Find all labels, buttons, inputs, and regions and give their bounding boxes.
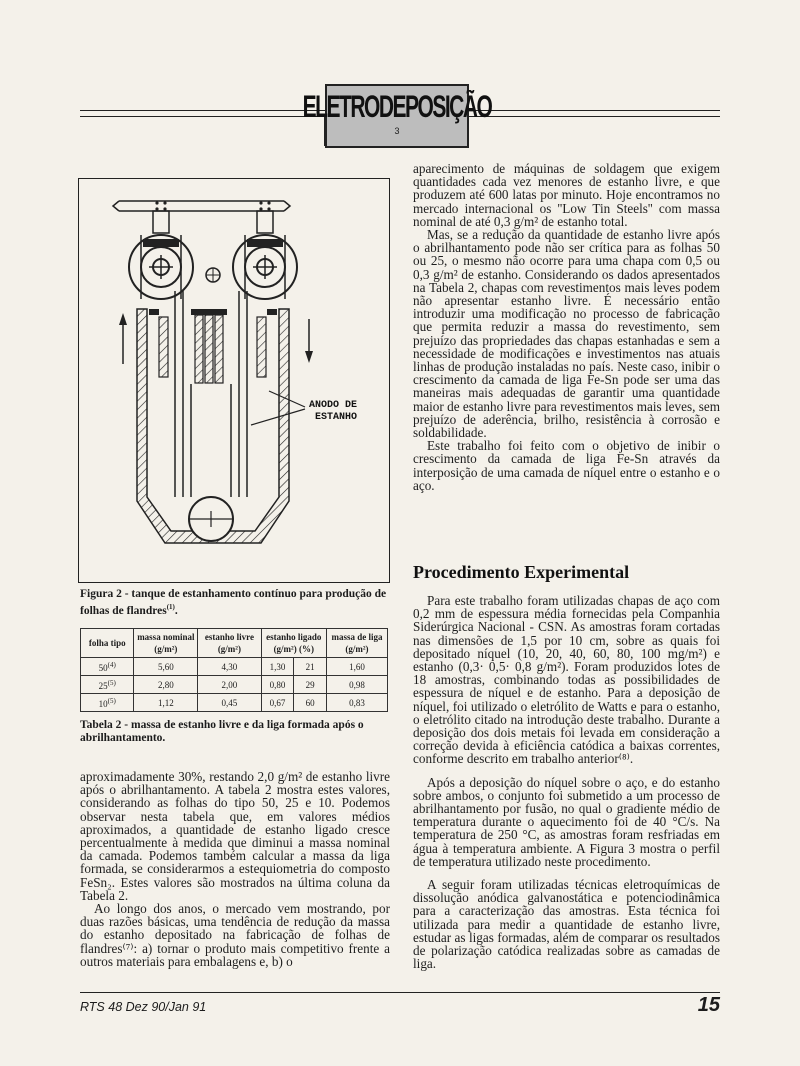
paragraph: Para este trabalho foram utilizadas chapas de aço com 0,2 mm de espessura média fornecidas pela Companhia Siderúrgica Nacional - CSN. As amostras foram cortadas nas dimensões de 1,5 por 10 cm, sobre as quais foi depositado níquel (10, 20, 40, 60, 80, 100 mg/m²) e estanho (0,3· 0,5· 0,8 g/m²). Foram produzidos lotes de 18 amostras, combinando todas as possibilidades de espessura de níquel e de estanho. Para a deposição de níquel, foi utilizado o eletrólito de Watts e para o estanho, o eletrólito citado na introdução deste trabalho. Durante a deposição dos dois metais foi levada em consideração a correção devida à eficiência catódica a baixas correntes, conforme descrito em trabalho anterior⁽⁸⁾. — [413, 593, 720, 767]
table-cell: 10$^{(5)}$ — [81, 694, 134, 712]
table-cell: 4,30 — [198, 658, 261, 676]
bottom-roller — [189, 497, 233, 541]
table-cell: 0,98 — [326, 676, 387, 694]
figure-2 — [78, 178, 390, 583]
paragraph: Ao longo dos anos, o mercado vem mostrando, por duas razões básicas, uma tendência de redução da massa do estanho depositado na fabricação de folhas de flandres⁽⁷⁾: a) tornar o produto mais competitivo frente a outros materiais para embalagens e, b) o — [80, 901, 390, 969]
paragraph: Após a deposição do níquel sobre o aço, e do estanho sobre ambos, o conjunto foi submetido a um processo de abrilhantamento por fusão, no qual o gradiente médio de temperatura durante o aquecimento foi de 40 °C/s. Na temperatura de 250 °C, as amostras foram resfriadas em água à temperatura ambiente. A Figura 3 mostra o perfil de temperatura utilizado neste procedimento. — [413, 774, 720, 869]
table-cell: 2,80 — [134, 676, 198, 694]
figure-caption-ref: (1) — [166, 603, 175, 611]
section-subnumber: 3 — [394, 126, 400, 136]
figure-caption: Figura 2 - tanque de estanhamento contínuo para produção de folhas de flandres$^{(1)}$. — [80, 588, 387, 617]
right-column-bottom-text — [413, 594, 720, 970]
journal-issue: RTS 48 Dez 90/Jan 91 — [80, 1000, 207, 1014]
table-cell: 0,45 — [198, 694, 261, 712]
arrow-up-left — [119, 313, 127, 364]
table-header: estanho livre (g/m²) — [198, 629, 261, 658]
table-cell: 0,80 29 — [261, 676, 326, 694]
table-cell: 0,83 — [326, 694, 387, 712]
arrow-down-right — [305, 319, 313, 363]
paragraph: Este trabalho foi feito com o objetivo de inibir o crescimento da camada de liga Fe-Sn através da interposição de uma camada de níquel entre o estanho e o aço. — [413, 438, 720, 493]
section-title: ELETRODEPOSIÇÃO — [302, 90, 492, 125]
table-cell: 5,60 — [134, 658, 198, 676]
paragraph: Mas, se a redução da quantidade de estanho livre após o abrilhantamento pode não ser crítica para as folhas 50 ou 25, o mesmo não ocorre para uma chapa com 0,5 ou 0,3 g/m² de estanho. Considerando os dados apresentados na Tabela 2, chapas com revestimentos mais leves podem não apresentar estanho livre. É necessário então introduzir uma modificação no processo de fabricação que permita reduzir a massa do revestimento, sem prejuízo das propriedades das chapas estanhadas e sem a necessidade de modificações e investimentos nas atuais linhas de produção instaladas no país. Neste caso, inibir o crescimento da camada de liga Fe-Sn pode ser uma das maneiras mais adequadas de garantir uma quantidade maior de estanho livre para revestimentos mais leves, sem prejuízo de aderência, brilho, resistência à corrosão e soldabilidade. — [413, 227, 720, 441]
table-header: estanho ligado (g/m²) (%) — [261, 629, 326, 658]
page-number: 15 — [697, 994, 720, 1016]
table-cell: 25$^{(5)}$ — [81, 676, 134, 694]
header-rule-right-top — [465, 110, 720, 111]
table-cell: 1,30 21 — [261, 658, 326, 676]
header-rule-left-top — [80, 110, 325, 111]
table-cell: 2,00 — [198, 676, 261, 694]
right-roller — [233, 235, 297, 299]
footer-rule — [80, 992, 720, 993]
left-column-text — [80, 770, 390, 968]
table-header: massa nominal (g/m²) — [134, 629, 198, 658]
tinning-tank-diagram — [79, 179, 389, 582]
table-row — [81, 694, 388, 712]
right-column-top-text — [413, 162, 720, 492]
header-rule-right-bottom — [465, 116, 720, 117]
table-row — [81, 658, 388, 676]
table-row — [81, 676, 388, 694]
table-cell: 0,67 60 — [261, 694, 326, 712]
section-heading: Procedimento Experimental — [413, 562, 630, 582]
table-header: massa de liga (g/m²) — [326, 629, 387, 658]
left-roller — [129, 235, 193, 299]
table-header: folha tipo — [81, 629, 134, 658]
anode-label-line1: ANODO DE — [309, 400, 358, 411]
anode-label-line2: ESTANHO — [315, 412, 358, 423]
section-tag — [302, 84, 492, 148]
table-cell: 50$^{(4)}$ — [81, 658, 134, 676]
paragraph: A seguir foram utilizadas técnicas eletroquímicas de dissolução anódica galvanostática e potenciodinâmica para a caracterização das amostras. Esta técnica foi utilizada para medir a quantidade de estanho livre, estudar as ligas formadas, além de comparar os resultados de polarização catódica realizadas sobre as camadas de liga. — [413, 877, 720, 972]
table-cell: 1,60 — [326, 658, 387, 676]
paragraph: aproximadamente 30%, restando 2,0 g/m² de estanho livre após o abrilhantamento. A tabela 2 mostra estes valores, considerando as folhas do tipo 50, 25 e 10. Podemos observar nesta tabela que, em valores médios aproximados, a quantidade de estanho ligado cresce percentualmente à medida que diminui a massa nominal da camada. Podemos também calcular a massa da liga formada, se considerarmos a estequiometria do composto FeSn₂. Estes valores são mostrados na última coluna da Tabela 2. — [80, 769, 390, 903]
table-caption: Tabela 2 - massa de estanho livre e da liga formada após o abrilhantamento. — [80, 719, 364, 744]
support-beam — [113, 201, 290, 211]
table-2 — [80, 628, 388, 712]
paragraph: aparecimento de máquinas de soldagem que exigem quantidades cada vez menores de estanho livre, e que produzem até 600 latas por minuto. Hoje encontramos no mercado internacional os ''Low Tin Steels'' com massa nominal de até 0,3 g/m² de estanho total. — [413, 161, 720, 229]
table-header-row — [81, 629, 388, 658]
table-cell: 1,12 — [134, 694, 198, 712]
header-rule-left-bottom — [80, 116, 325, 117]
